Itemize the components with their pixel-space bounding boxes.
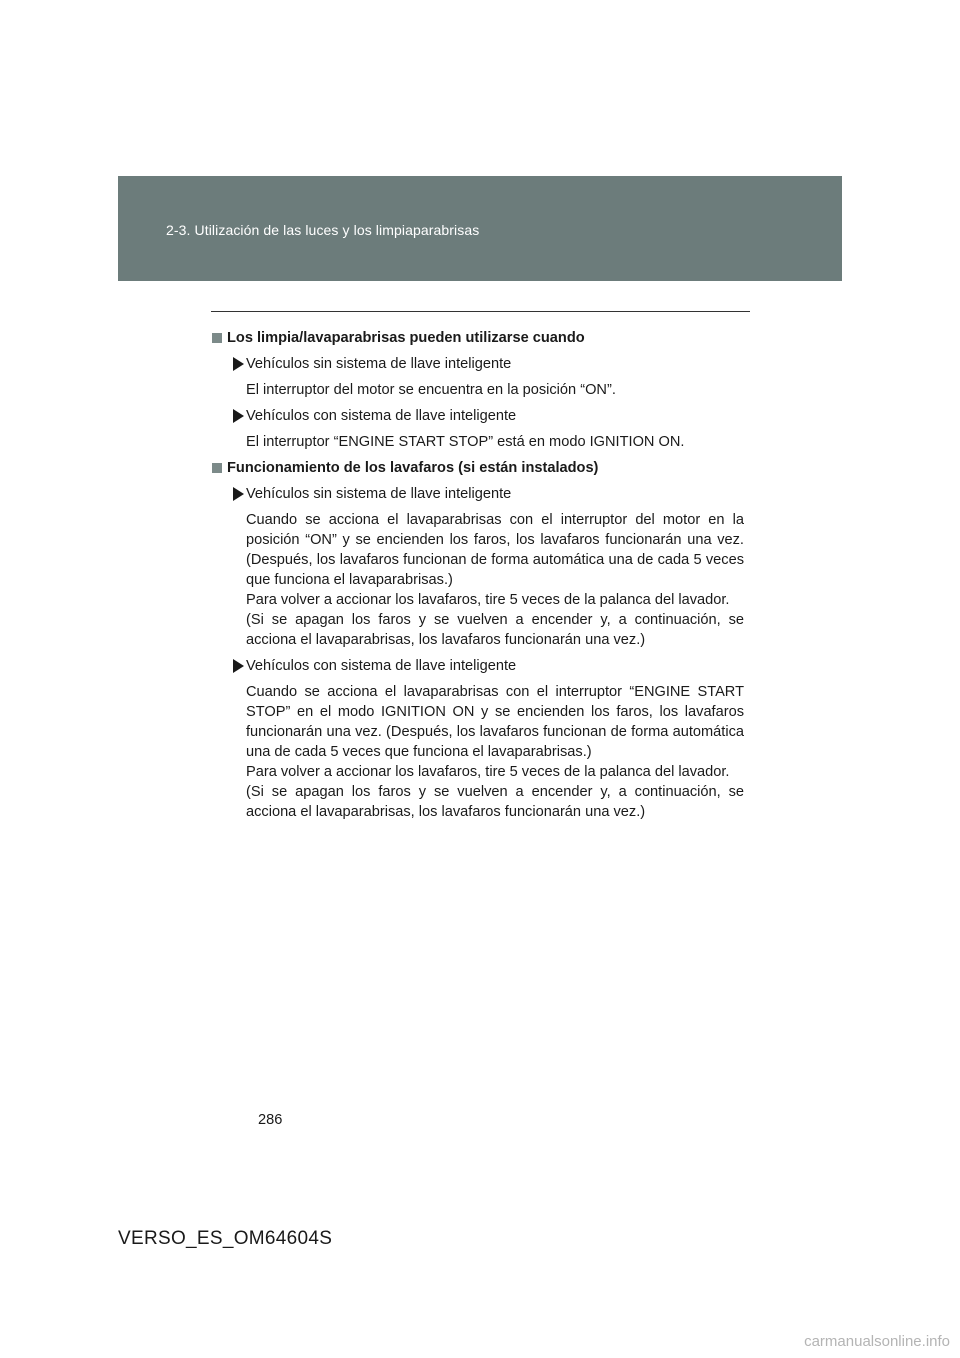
- square-bullet-icon: [212, 333, 222, 343]
- paragraph: [246, 682, 744, 822]
- bullet-smart-key: [233, 656, 744, 676]
- paragraph: [246, 510, 744, 650]
- watermark: carmanualsonline.info: [804, 1333, 950, 1350]
- triangle-bullet-icon: [233, 487, 244, 501]
- bullet-label: Vehículos con sistema de llave inteligente: [246, 408, 517, 424]
- page-number: 286: [258, 1112, 283, 1128]
- section-heading-usage: [212, 328, 744, 348]
- main-content: [212, 328, 744, 828]
- document-code: VERSO_ES_OM64604S: [118, 1228, 333, 1249]
- paragraph-line: (Si se apagan los faros y se vuelven a encender y, a continuación, se acciona el lavaparabrisas, los lavafaros funcionarán una vez.): [246, 784, 744, 820]
- paragraph-line: Cuando se acciona el lavaparabrisas con el interruptor “ENGINE START STOP” en el modo IGNITION ON y se encienden los faros, los lavafaros funcionarán una vez. (Después, los lavafaros funcionan de forma automática una de cada 5 veces que funciona el lavaparabrisas.): [246, 684, 744, 760]
- paragraph-line: Para volver a accionar los lavafaros, tire 5 veces de la palanca del lavador.: [246, 592, 730, 608]
- paragraph-line: (Si se apagan los faros y se vuelven a encender y, a continuación, se acciona el lavaparabrisas, los lavafaros funcionarán una vez.): [246, 612, 744, 648]
- triangle-bullet-icon: [233, 659, 244, 673]
- heading-text: Los limpia/lavaparabrisas pueden utilizarse cuando: [227, 330, 585, 346]
- bullet-label: Vehículos sin sistema de llave inteligente: [246, 486, 512, 502]
- paragraph-line: Para volver a accionar los lavafaros, tire 5 veces de la palanca del lavador.: [246, 764, 730, 780]
- bullet-no-smart-key: [233, 484, 744, 504]
- triangle-bullet-icon: [233, 357, 244, 371]
- square-bullet-icon: [212, 463, 222, 473]
- heading-text: Funcionamiento de los lavafaros (si están instalados): [227, 460, 599, 476]
- bullet-no-smart-key: [233, 354, 744, 374]
- bullet-smart-key: [233, 406, 744, 426]
- bullet-label: Vehículos sin sistema de llave inteligente: [246, 356, 512, 372]
- triangle-bullet-icon: [233, 409, 244, 423]
- section-header-band: [118, 176, 842, 281]
- paragraph: El interruptor del motor se encuentra en la posición “ON”.: [246, 382, 616, 398]
- divider-rule: [211, 311, 750, 312]
- section-heading-headlight-cleaners: [212, 458, 744, 478]
- paragraph: El interruptor “ENGINE START STOP” está en modo IGNITION ON.: [246, 434, 685, 450]
- bullet-label: Vehículos con sistema de llave inteligente: [246, 658, 517, 674]
- section-title: 2-3. Utilización de las luces y los limpiaparabrisas: [166, 222, 480, 238]
- paragraph-line: Cuando se acciona el lavaparabrisas con el interruptor del motor en la posición “ON” y se encienden los faros, los lavafaros funcionarán una vez. (Después, los lavafaros funcionan de forma automática una de cada 5 veces que funciona el lavaparabrisas.): [246, 512, 744, 588]
